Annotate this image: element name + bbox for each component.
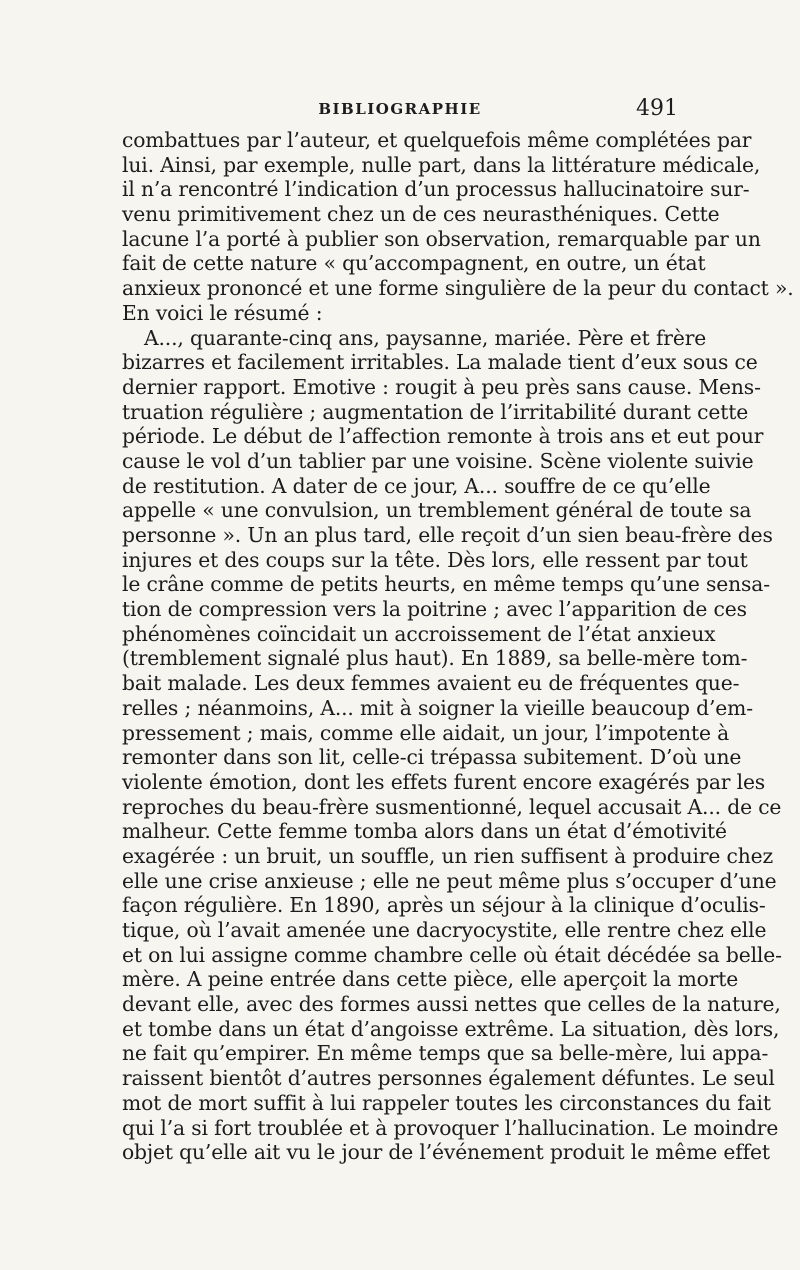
text-line: A..., quarante-cinq ans, paysanne, mariée. Père et frère — [144, 325, 707, 350]
text-line: bizarres et facilement irritables. La malade tient d’eux sous ce — [122, 350, 758, 375]
text-line: et tombe dans un état d’angoisse extrême. La situation, dès lors, — [122, 1016, 780, 1041]
text-line: le crâne comme de petits heurts, en même temps qu’une sensa- — [122, 572, 770, 597]
page-header — [122, 96, 678, 126]
text-line: personne ». Un an plus tard, elle reçoit d’un sien beau-frère des — [122, 523, 773, 547]
text-line: ne fait qu’empirer. En même temps que sa belle-mère, lui appa- — [122, 1041, 769, 1066]
text-line: fait de cette nature « qu’accompagnent, en outre, un état — [122, 251, 706, 276]
text-line: période. Le début de l’affection remonte à trois ans et eut pour — [122, 424, 764, 449]
text-line: cause le vol d’un tablier par une voisine. Scène violente suivie — [122, 448, 754, 473]
running-title: BIBLIOGRAPHIE — [318, 100, 482, 118]
text-line: truation régulière ; augmentation de l’irritabilité durant cette — [122, 399, 749, 424]
text-line: reproches du beau-frère susmentionné, lequel accusait A... de ce — [122, 794, 782, 819]
text-line: de restitution. A dater de ce jour, A... souffre de ce qu’elle — [122, 473, 711, 498]
text-line: tion de compression vers la poitrine ; avec l’apparition de ces — [122, 597, 747, 622]
text-line: pressement ; mais, comme elle aidait, un jour, l’impotente à — [122, 720, 730, 745]
text-line: façon régulière. En 1890, après un séjour à la clinique d’oculis- — [122, 893, 766, 918]
body-text — [122, 128, 794, 1165]
text-line: objet qu’elle ait vu le jour de l’événement produit le même effet — [122, 1140, 770, 1165]
text-line: mère. A peine entrée dans cette pièce, elle aperçoit la morte — [122, 967, 739, 992]
text-line: devant elle, avec des formes aussi nettes que celles de la nature, — [122, 992, 781, 1017]
text-line: combattues par l’auteur, et quelquefois même complétées par — [122, 128, 752, 152]
text-line: mot de mort suffit à lui rappeler toutes les circonstances du fait — [122, 1090, 771, 1115]
text-line: elle une crise anxieuse ; elle ne peut même plus s’occuper d’une — [122, 868, 777, 893]
text-line: En voici le résumé : — [122, 300, 323, 325]
text-line: venu primitivement chez un de ces neurasthéniques. Cette — [122, 202, 720, 227]
text-line: lui. Ainsi, par exemple, nulle part, dans la littérature médicale, — [122, 152, 761, 177]
text-line: bait malade. Les deux femmes avaient eu de fréquentes que- — [122, 671, 740, 696]
text-line: raissent bientôt d’autres personnes également défuntes. Le seul — [122, 1066, 775, 1091]
text-line: injures et des coups sur la tête. Dès lors, elle ressent par tout — [122, 547, 748, 572]
text-line: lacune l’a porté à publier son observation, remarquable par un — [122, 226, 761, 251]
text-line: phénomènes coïncidait un accroissement de l’état anxieux — [122, 621, 716, 646]
text-line: malheur. Cette femme tomba alors dans un état d’émotivité — [122, 819, 727, 844]
text-line: qui l’a si fort troublée et à provoquer l’hallucination. Le moindre — [122, 1115, 779, 1140]
text-line: exagérée : un bruit, un souffle, un rien suffisent à produire chez — [122, 843, 774, 868]
text-line: il n’a rencontré l’indication d’un processus hallucinatoire sur- — [122, 177, 750, 202]
text-line: appelle « une convulsion, un tremblement général de toute sa — [122, 498, 752, 523]
text-line: anxieux prononcé et une forme singulière de la peur du contact ». — [122, 276, 794, 301]
page-number: 491 — [636, 96, 678, 121]
text-line: (tremblement signalé plus haut). En 1889, sa belle-mère tom- — [122, 646, 748, 671]
text-line: et on lui assigne comme chambre celle où était décédée sa belle- — [122, 942, 782, 967]
text-line: remonter dans son lit, celle-ci trépassa subitement. D’où une — [122, 745, 742, 770]
text-line: violente émotion, dont les effets furent encore exagérés par les — [122, 769, 766, 794]
text-line: dernier rapport. Emotive : rougit à peu près sans cause. Mens- — [122, 374, 761, 399]
text-line: tique, où l’avait amenée une dacryocystite, elle rentre chez elle — [122, 918, 767, 942]
text-line: relles ; néanmoins, A... mit à soigner la vieille beaucoup d’em- — [122, 695, 753, 720]
